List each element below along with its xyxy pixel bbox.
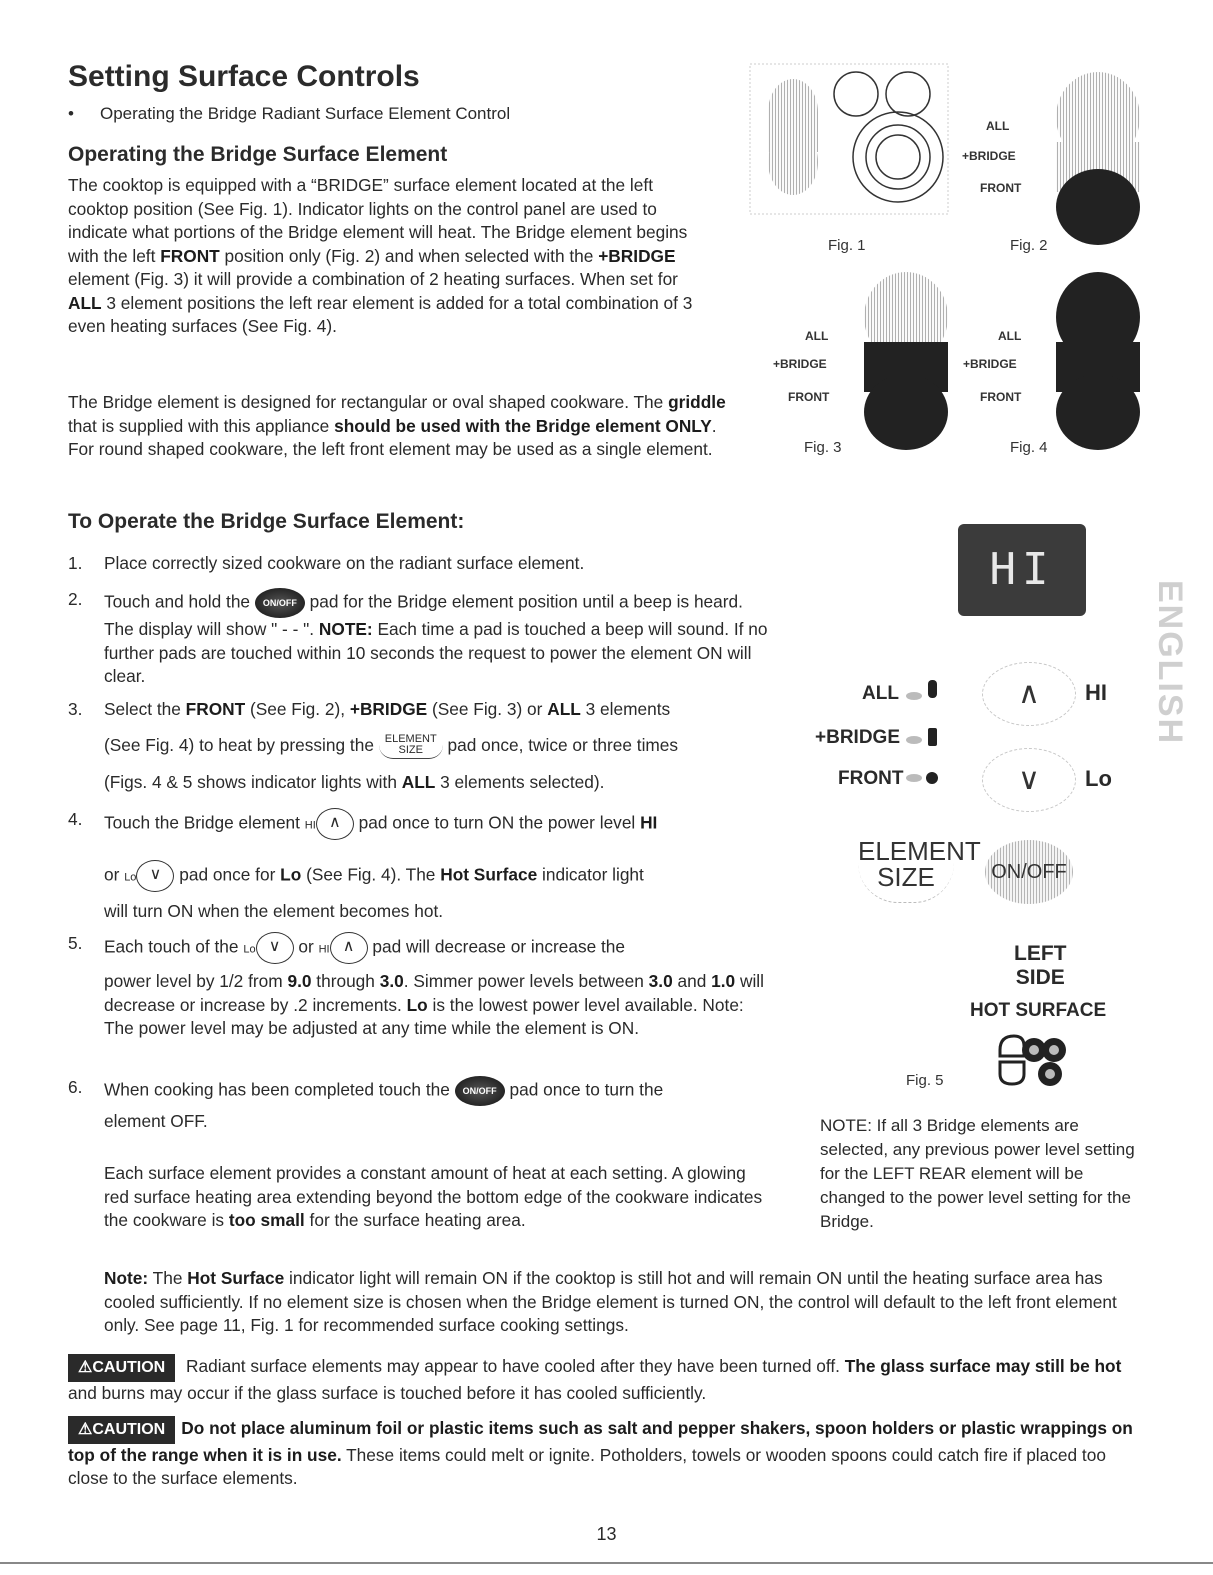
fig4-bridge-label: +BRIDGE (963, 357, 1017, 371)
chevron-down-icon: ∨ (1018, 763, 1040, 796)
left-front-element (768, 129, 818, 195)
power-level-display: HI (958, 524, 1086, 616)
left-side-label: LEFT SIDE (1014, 942, 1067, 989)
chevron-up-icon: ∧ (1018, 677, 1040, 710)
lo-pad-label: Lo (1085, 766, 1112, 791)
hot-surface-label: HOT SURFACE (970, 1000, 1107, 1021)
fig4-all-label: ALL (998, 329, 1022, 343)
fig3-bridge-label: +BRIDGE (773, 357, 827, 371)
element-size-pad-button[interactable] (858, 836, 981, 903)
fig4-front-label: FRONT (980, 390, 1022, 404)
bullet-text: Operating the Bridge Radiant Surface Element Control (100, 104, 511, 123)
hi-pad-button[interactable] (982, 662, 1076, 726)
section1-paragraph-1: The cooktop is equipped with a “BRIDGE” surface element located at the left cooktop position (See Fig. 1). Indicator lights on the control panel are used to indicate what portions of the Bridge element will heat. The Bridge element begins with the left FRONT position only (Fig. 2) and when selected with the +BRIDGE element (Fig. 3) it will provide a combination of 2 heating surfaces. When set for ALL 3 element positions the left rear element is added for a total combination of 3 even heating surfaces (See Fig. 4). (68, 175, 693, 336)
hi-pad-icon: ∧ (330, 932, 368, 964)
element-size-pad-top: ELEMENT (858, 836, 981, 866)
hi-pad-label: HI (1085, 680, 1107, 705)
bottom-note: Note: The Hot Surface indicator light will remain ON if the cooktop is still hot and will remain ON until the heating surface area has cooled sufficiently. If no element size is chosen when the Bridge element is turned ON, the control will default to the left front element only. See page 11, Fig. 1 for recommended surface cooking settings. (104, 1268, 1117, 1335)
footer-rule (0, 1562, 1213, 1564)
onoff-pad-icon: ON/OFF (255, 588, 305, 618)
section1-paragraph-2: The Bridge element is designed for rectangular or oval shaped cookware. The griddle that is supplied with this appliance should be used with the Bridge element ONLY. For round shaped cookware, the left front element may be used as a single element. (68, 392, 726, 459)
fig3-front-element-on (864, 374, 948, 450)
figures-1-4 (748, 62, 1188, 468)
fig3-all-label: ALL (805, 329, 829, 343)
onoff-pad-icon: ON/OFF (455, 1076, 505, 1106)
caution-2: ⚠CAUTION Do not place aluminum foil or plastic items such as salt and pepper shakers, spoon holders or plastic wrappings on top of the range when it is in use. These items could melt or ignite. Potholders, towels or wooden spoons could catch fire if placed too close to the surface elements. (68, 1418, 1133, 1488)
onoff-pad-button[interactable]: ON/OFF (985, 840, 1073, 904)
section-heading-to-operate: To Operate the Bridge Surface Element: (68, 510, 465, 533)
lo-pad-button[interactable] (982, 748, 1076, 812)
right-rear-element (834, 72, 878, 116)
fig5-all-label: ALL (862, 683, 899, 704)
fig5-note: NOTE: If all 3 Bridge elements are selected, any previous power level setting for the LEFT REAR element will be changed to the power level setting for the Bridge. (820, 1116, 1135, 1231)
fig2-all-label: ALL (986, 119, 1010, 133)
caution-badge: ⚠CAUTION (68, 1354, 175, 1382)
fig3-front-label: FRONT (788, 390, 830, 404)
fig2-front-label: FRONT (980, 181, 1022, 195)
heat-paragraph: Each surface element provides a constant amount of heat at each setting. A glowing red surface heating area extending beyond the bottom edge of the cookware indicates the cookware is too small for the surface heating area. (104, 1163, 763, 1230)
hot-surface-icon (990, 1032, 1070, 1088)
element-size-pad-icon: ELEMENT SIZE (379, 734, 443, 759)
fig5-indicator-lights (900, 676, 950, 786)
section-heading-operating: Operating the Bridge Surface Element (68, 143, 448, 166)
caution-1: ⚠CAUTION Radiant surface elements may appear to have cooled after they have been turned off. The glass surface may still be hot and burns may occur if the glass surface is touched before it has cooled sufficiently. (68, 1356, 1122, 1403)
lo-pad-icon: ∨ (136, 860, 174, 892)
fig4-front-element-on (1056, 374, 1140, 450)
fig2-front-element-on (1056, 169, 1140, 245)
fig5-front-label: FRONT (838, 768, 904, 789)
fig5-bridge-label: +BRIDGE (815, 727, 900, 748)
fig5-label: Fig. 5 (906, 1072, 944, 1089)
fig2-bridge-label: +BRIDGE (962, 149, 1016, 163)
fig4-label: Fig. 4 (1010, 439, 1048, 456)
intro-bullet: • Operating the Bridge Radiant Surface Element Control (68, 104, 511, 123)
right-front-element-inner (876, 135, 920, 179)
fig3-label: Fig. 3 (804, 439, 842, 456)
element-size-pad-bottom: SIZE (877, 862, 935, 892)
hi-pad-icon: ∧ (316, 808, 354, 840)
right-rear-element-2 (886, 72, 930, 116)
language-tab: ENGLISH (1151, 580, 1189, 746)
fig2-label: Fig. 2 (1010, 237, 1048, 254)
fig1-label: Fig. 1 (828, 237, 866, 254)
page-title: Setting Surface Controls (68, 60, 420, 93)
page-number: 13 (596, 1524, 617, 1544)
caution-badge: ⚠CAUTION (68, 1416, 175, 1444)
lo-pad-icon: ∨ (256, 932, 294, 964)
